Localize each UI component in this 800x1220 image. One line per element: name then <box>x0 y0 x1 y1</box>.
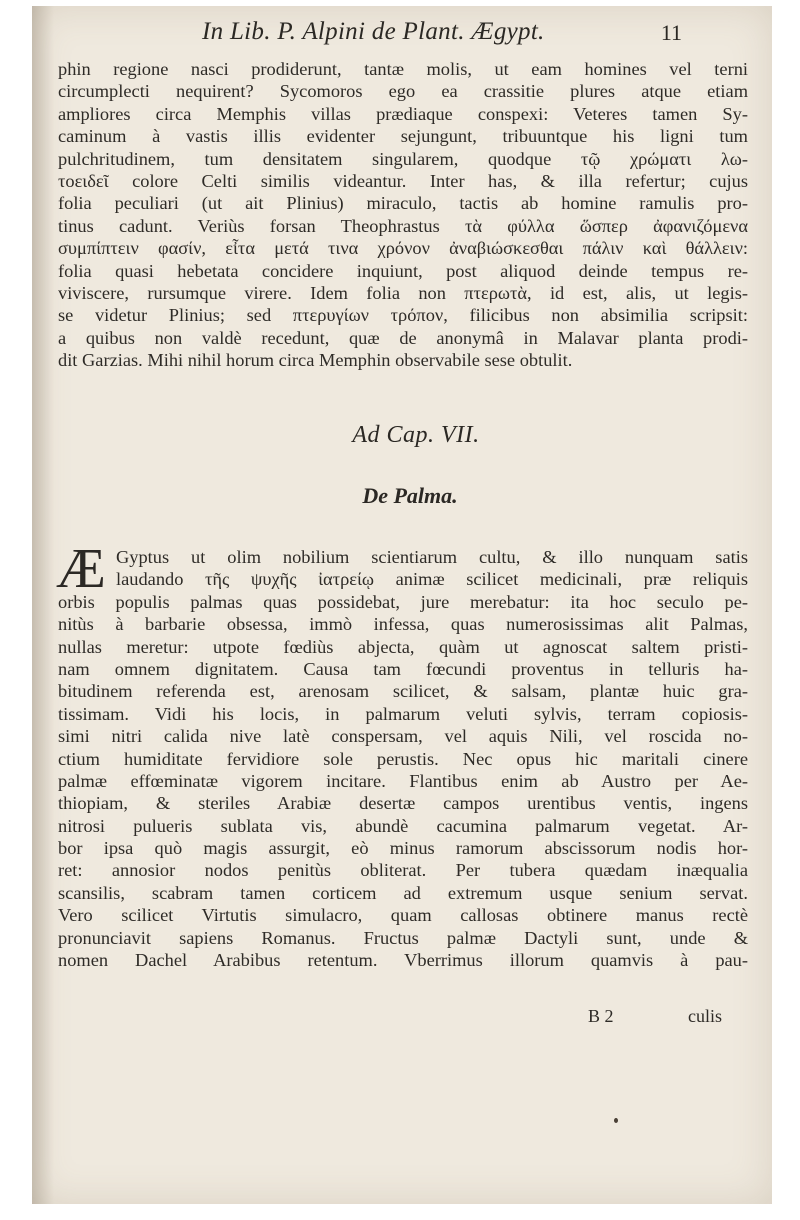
text-line: τοειδεῖ colore Celti similis videantur. Inter has, & illa refertur; cujus <box>58 170 748 191</box>
text-line: viviscere, rursumque virere. Idem folia non πτερωτὰ, id est, alis, ut legis- <box>58 282 748 303</box>
text-line: orbis populis palmas quas possidebat, jure merebatur: ita hoc seculo pe- <box>58 591 748 612</box>
text-line: simi nitri calida nive latè conspersam, vel aquis Nili, vel roscida no- <box>58 726 748 747</box>
text-line: nam omnem dignitatem. Causa tam fœcundi proventus in telluris ha- <box>58 658 748 679</box>
text-line: ret: annosior nodos penitùs obliterat. Per tubera quædam inæqualia <box>58 860 748 881</box>
text-line: folia peculiari (ut ait Plinius) miraculo, tactis ab homine ramulis pro- <box>58 193 748 214</box>
text-line: bor ipsa quò magis assurgit, eò minus ramorum abscissorum nodis hor- <box>58 838 748 859</box>
text-line: Gyptus ut olim nobilium scientiarum cultu, & illo nunquam satis <box>116 547 748 567</box>
text-line: nitrosi pulueris sublata vis, abundè cacumina palmarum vegetat. Ar- <box>58 815 748 836</box>
ink-speck <box>614 1118 618 1123</box>
chapter-heading: Ad Cap. VII. <box>352 422 480 448</box>
text-line: a quibus non valdè recedunt, quæ de anonymâ in Malavar planta prodi- <box>58 327 748 348</box>
text-line: tissimam. Vidi his locis, in palmarum veluti sylvis, terram copiosis- <box>58 703 748 724</box>
top-paragraph <box>58 58 748 371</box>
text-line: scansilis, scabram tamen corticem ad extremum usque senium servat. <box>58 882 748 903</box>
text-line: nullas meretur: utpote fœdiùs abjecta, quàm ut agnoscat saltem pristi- <box>58 636 748 657</box>
text-line: folia quasi hebetata concidere inquiunt, post aliquod deinde tempus re- <box>58 260 748 281</box>
catchwords <box>588 1006 728 1030</box>
drop-cap: Æ <box>56 538 106 600</box>
text-line: bitudinem referenda est, arenosam scilicet, & salsam, plantæ huic gra- <box>58 681 748 702</box>
running-title: In Lib. P. Alpini de Plant. Ægypt. <box>202 18 545 45</box>
chapter-subheading: De Palma. <box>362 483 458 508</box>
text-line: Vero scilicet Virtutis simulacro, quam callosas obtinere manus rectè <box>58 905 748 926</box>
page-number: 11 <box>660 20 682 45</box>
text-line: palmæ effœminatæ vigorem incitare. Flantibus enim ab Austro per Ae- <box>58 770 748 791</box>
text-line: tinus cadunt. Veriùs forsan Theophrastus τὰ φύλλα ὥσπερ ἀφανιζόμενα <box>58 215 748 236</box>
text-line: ctium humiditate fervidiore sole perustis. Nec opus hic maritali cinere <box>58 748 748 769</box>
book-page <box>32 6 772 1204</box>
signature-mark: B 2 <box>588 1006 614 1026</box>
running-head <box>162 18 682 54</box>
text-line: nomen Dachel Arabibus retentum. Vberrimus illorum quamvis à pau- <box>58 950 748 971</box>
text-line: phin regione nasci prodiderunt, tantæ molis, ut eam homines vel terni <box>58 59 748 79</box>
main-paragraph <box>56 538 748 971</box>
text-line: dit Garzias. Mihi nihil horum circa Memphin observabile sese obtulit. <box>58 350 573 371</box>
text-line: pulchritudinem, tum densitatem singularem, quodque τῷ χρώματι λω- <box>58 148 748 169</box>
text-line: thiopiam, & steriles Arabiæ desertæ campos urentibus ventis, ingens <box>58 793 748 814</box>
text-line: ampliores circa Memphis villas prædiaque conspexi: Veteres tamen Sy- <box>58 103 748 124</box>
text-line: se videtur Plinius; sed πτερυγίων τρόπον, filicibus non absimilia scripsit: <box>58 305 748 326</box>
text-line: pronunciavit sapiens Romanus. Fructus palmæ Dactyli sunt, unde & <box>58 927 748 948</box>
text-line: laudando τῆς ψυχῆς ἰατρείῳ animæ scilicet medicinali, præ reliquis <box>116 569 748 590</box>
text-line: nitùs à barbarie obsessa, immò infessa, quas numerosissimas alit Palmas, <box>58 614 748 635</box>
greek-text-line: συμπίπτειν φασίν, εἶτα μετά τινα χρόνον ἀναβιώσκεσθαι πάλιν καὶ θάλλειν: <box>58 238 748 259</box>
page-gutter-shadow <box>32 6 54 1204</box>
text-line: caminum à vastis illis evidenter sejungunt, tribuuntque his ligni tum <box>58 126 748 147</box>
catchword: culis <box>688 1006 722 1026</box>
text-line: circumplecti nequirent? Sycomoros ego ea crassitie plures atque etiam <box>58 81 748 102</box>
